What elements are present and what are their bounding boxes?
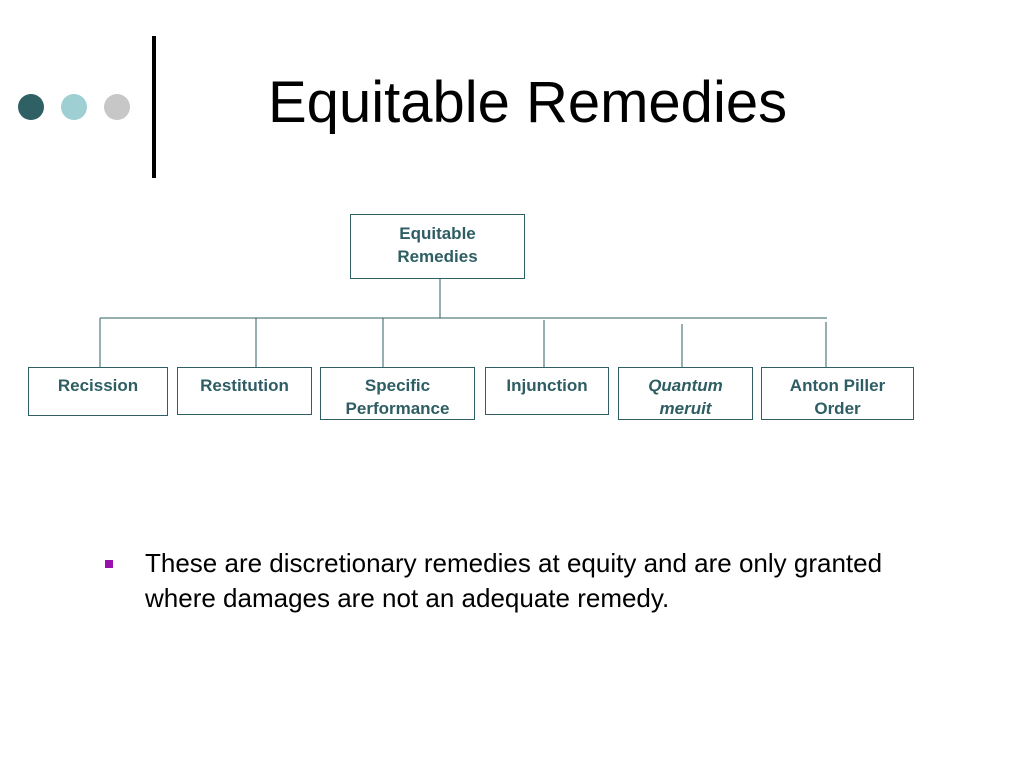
child-node-line1: Anton Piller	[789, 376, 886, 395]
root-node-line1: Equitable	[399, 224, 476, 243]
bullet-text: These are discretionary remedies at equity and are only granted where damages are not an adequate remedy.	[145, 548, 883, 613]
child-node-line1: Restitution	[200, 376, 289, 395]
bullet-square-icon	[105, 560, 113, 568]
child-node-anton-piller-order	[761, 367, 914, 420]
root-node	[350, 214, 525, 279]
child-node-injunction	[485, 367, 609, 415]
child-node-restitution	[177, 367, 312, 415]
child-node-line2: Performance	[345, 399, 450, 418]
child-node-line2: meruit	[659, 399, 712, 418]
child-node-specific-performance	[320, 367, 475, 420]
slide-title: Equitable Remedies	[268, 70, 788, 135]
child-node-line1: Specific	[364, 376, 431, 395]
child-node-line1: Injunction	[506, 376, 588, 395]
child-node-line1: Quantum	[648, 376, 723, 395]
child-node-line2: Order	[814, 399, 861, 418]
root-node-line2: Remedies	[397, 247, 478, 266]
child-node-quantum-meruit	[618, 367, 753, 420]
child-node-recission	[28, 367, 168, 416]
child-node-line1: Recission	[57, 376, 139, 395]
